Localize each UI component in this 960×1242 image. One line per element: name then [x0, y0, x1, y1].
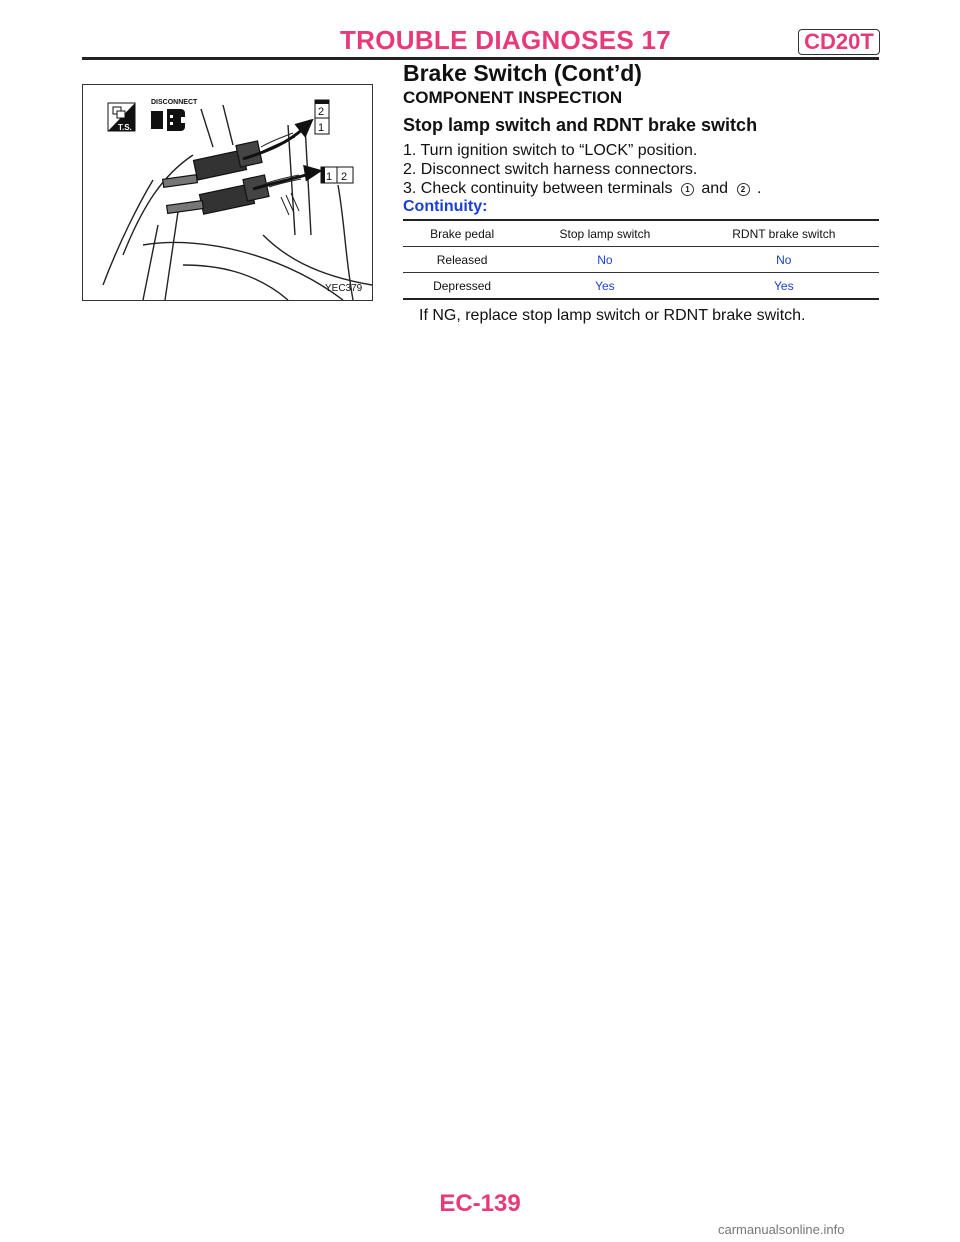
column-header: Brake pedal	[430, 226, 495, 241]
column-header: Stop lamp switch	[559, 226, 651, 241]
table-header-row	[403, 220, 879, 247]
step-item: 2. Disconnect switch harness connectors.	[403, 161, 698, 178]
ts-label: T.S.	[118, 123, 132, 132]
continuity-table	[403, 219, 879, 300]
figure-caption: YEC379	[325, 283, 363, 294]
disconnect-label: DISCONNECT	[151, 99, 198, 106]
connector-upper-pin-b: 1	[318, 122, 325, 134]
test-symbol-icon	[108, 103, 135, 132]
brake-switch-illustration	[82, 84, 373, 301]
procedure-steps	[403, 141, 761, 198]
terminal-2-symbol: 2	[737, 183, 750, 196]
section-heading: COMPONENT INSPECTION	[403, 88, 623, 107]
terminal-1-symbol: 1	[681, 183, 694, 196]
watermark-text: carmanualsonline.info	[718, 1222, 845, 1237]
ng-instruction: If NG, replace stop lamp switch or RDNT brake switch.	[419, 307, 806, 324]
step-item: 1. Turn ignition switch to “LOCK” position.	[403, 142, 698, 159]
step-item-3	[403, 179, 761, 198]
bracket-hatching	[281, 193, 299, 215]
connector-upper-diagram	[315, 100, 329, 134]
connector-lower-pin-a: 1	[326, 171, 333, 183]
page-subtitle: Brake Switch (Cont’d)	[403, 60, 642, 86]
table-cell: Yes	[774, 278, 794, 293]
subsection-heading: Stop lamp switch and RDNT brake switch	[403, 115, 758, 135]
engine-tag-badge: CD20T	[798, 29, 880, 55]
disconnect-icon	[151, 99, 198, 131]
page-header-title: TROUBLE DIAGNOSES 17	[340, 25, 672, 55]
table-cell: Released	[436, 252, 488, 267]
table-cell: Yes	[595, 278, 615, 293]
table-cell: No	[776, 252, 792, 267]
table-row	[403, 247, 879, 273]
step3-text: 3. Check continuity between terminals	[403, 180, 673, 197]
connector-lower-diagram	[321, 167, 353, 183]
step3-period: .	[756, 180, 762, 197]
table-cell: No	[597, 252, 613, 267]
step3-and: and	[701, 180, 729, 197]
connector-lower-pin-b: 2	[341, 171, 348, 183]
column-header: RDNT brake switch	[732, 226, 836, 241]
continuity-label: Continuity:	[403, 198, 488, 215]
brake-switch-drawing	[83, 85, 372, 300]
page-number: EC-139	[439, 1190, 521, 1217]
connector-upper-pin-a: 2	[318, 106, 325, 118]
table-cell: Depressed	[433, 278, 492, 293]
table-row	[403, 273, 879, 300]
